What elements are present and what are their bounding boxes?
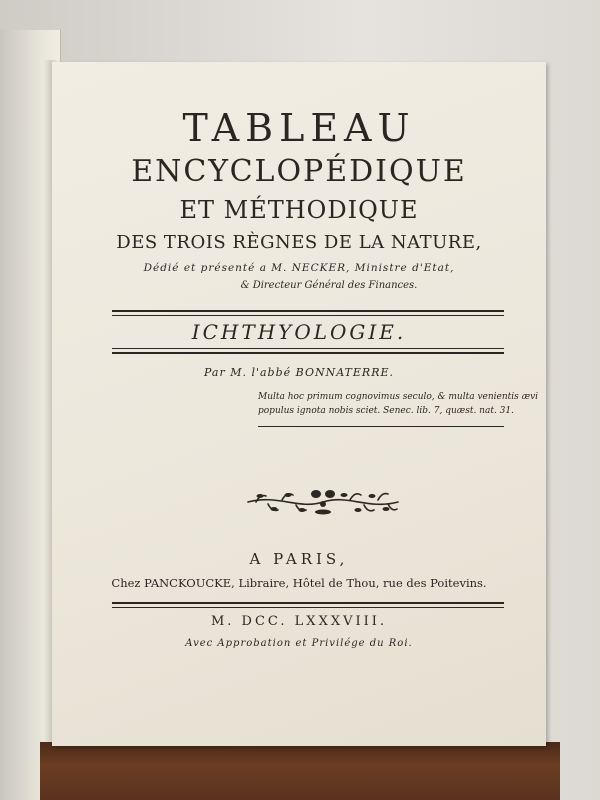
dedication-line-1: Dédié et présenté a M. NECKER, Ministre d'Etat, xyxy=(143,262,455,274)
title-line-1: TABLEAU xyxy=(182,106,416,150)
royal-privilege: Avec Approbation et Privilége du Roi. xyxy=(185,638,413,649)
title-line-2: ENCYCLOPÉDIQUE xyxy=(131,154,467,189)
imprint-place: A PARIS, xyxy=(249,550,349,568)
epigraph xyxy=(258,390,539,427)
rule-imprint-thick xyxy=(112,602,504,604)
title-page xyxy=(52,62,546,746)
author-line: Par M. l'abbé BONNATERRE. xyxy=(203,366,395,379)
epigraph-line-1: Multa hoc primum cognovimus seculo, & multa venientis ævi xyxy=(258,392,539,402)
title-line-4: DES TROIS RÈGNES DE LA NATURE, xyxy=(116,232,482,253)
rule-top-thick xyxy=(112,310,504,312)
rule-bottom-thick xyxy=(112,352,504,354)
leather-board-edge xyxy=(40,742,560,800)
dedication-line-2: & Directeur Général des Finances. xyxy=(240,280,418,291)
imprint-date: M. DCC. LXXXVIII. xyxy=(210,614,388,629)
rule-imprint-thin xyxy=(112,607,504,608)
imprint-publisher: Chez PANCKOUCKE, Libraire, Hôtel de Thou, rue des Poitevins. xyxy=(111,576,487,590)
rule-top-thin xyxy=(112,315,504,316)
subject-heading: ICHTHYOLOGIE. xyxy=(191,320,407,344)
floral-vignette-icon xyxy=(238,480,408,520)
rule-bottom-thin xyxy=(112,348,504,349)
title-line-3: ET MÉTHODIQUE xyxy=(179,196,419,224)
epigraph-line-2: populus ignota nobis sciet. Senec. lib. 7, quæst. nat. 31. xyxy=(258,406,514,416)
